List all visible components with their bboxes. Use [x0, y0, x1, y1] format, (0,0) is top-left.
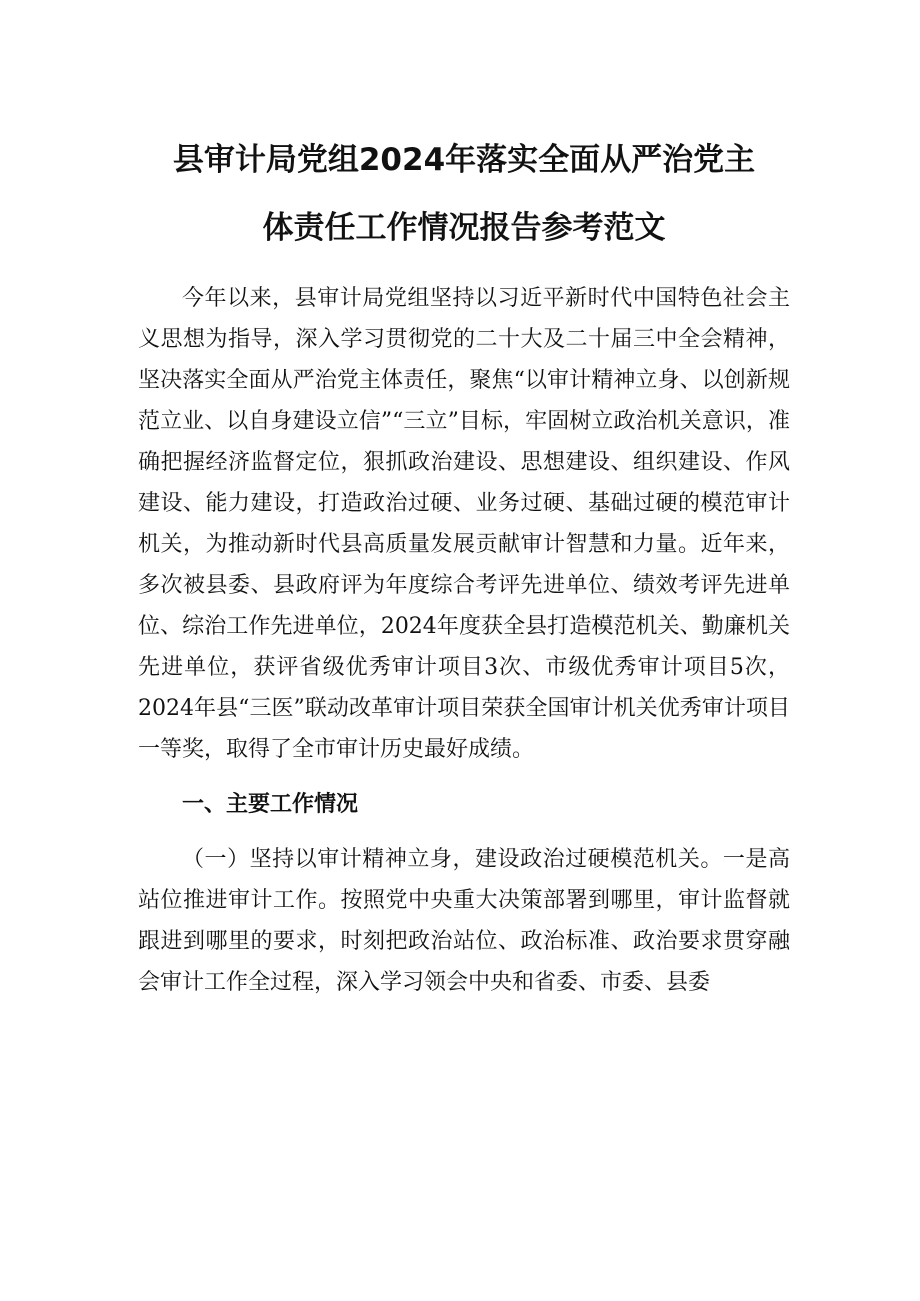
document-body [138, 278, 790, 1003]
intro-paragraph: 今年以来，县审计局党组坚持以习近平新时代中国特色社会主义思想为指导，深入学习贯彻党的二十大及二十届三中全会精神，坚决落实全面从严治党主体责任，聚焦“以审计精神立身、以创新规范立业、以自身建设立信”“三立”目标，牢固树立政治机关意识，准确把握经济监督定位，狠抓政治建设、思想建设、组织建设、作风建设、能力建设，打造政治过硬、业务过硬、基础过硬的模范审计机关，为推动新时代县高质量发展贡献审计智慧和力量。近年来，多次被县委、县政府评为年度综合考评先进单位、绩效考评先进单位、综治工作先进单位，2024年度获全县打造模范机关、勤廉机关先进单位，获评省级优秀审计项目3次、市级优秀审计项目5次，2024年县“三医”联动改革审计项目荣获全国审计机关优秀审计项目一等奖，取得了全市审计历史最好成绩。 [138, 286, 790, 762]
section-paragraph: （一）坚持以审计精神立身，建设政治过硬模范机关。一是高站位推进审计工作。按照党中央重大决策部署到哪里，审计监督就跟进到哪里的要求，时刻把政治站位、政治标准、政治要求贯穿融会审计工作全过程，深入学习领会中央和省委、市委、县委 [138, 847, 790, 995]
section-heading: 一、主要工作情况 [182, 792, 359, 817]
document-title-line-2: 体责任工作情况报告参考范文 [262, 210, 666, 246]
document-title-line-1: 县审计局党组2024年落实全面从严治党主 [172, 142, 756, 178]
